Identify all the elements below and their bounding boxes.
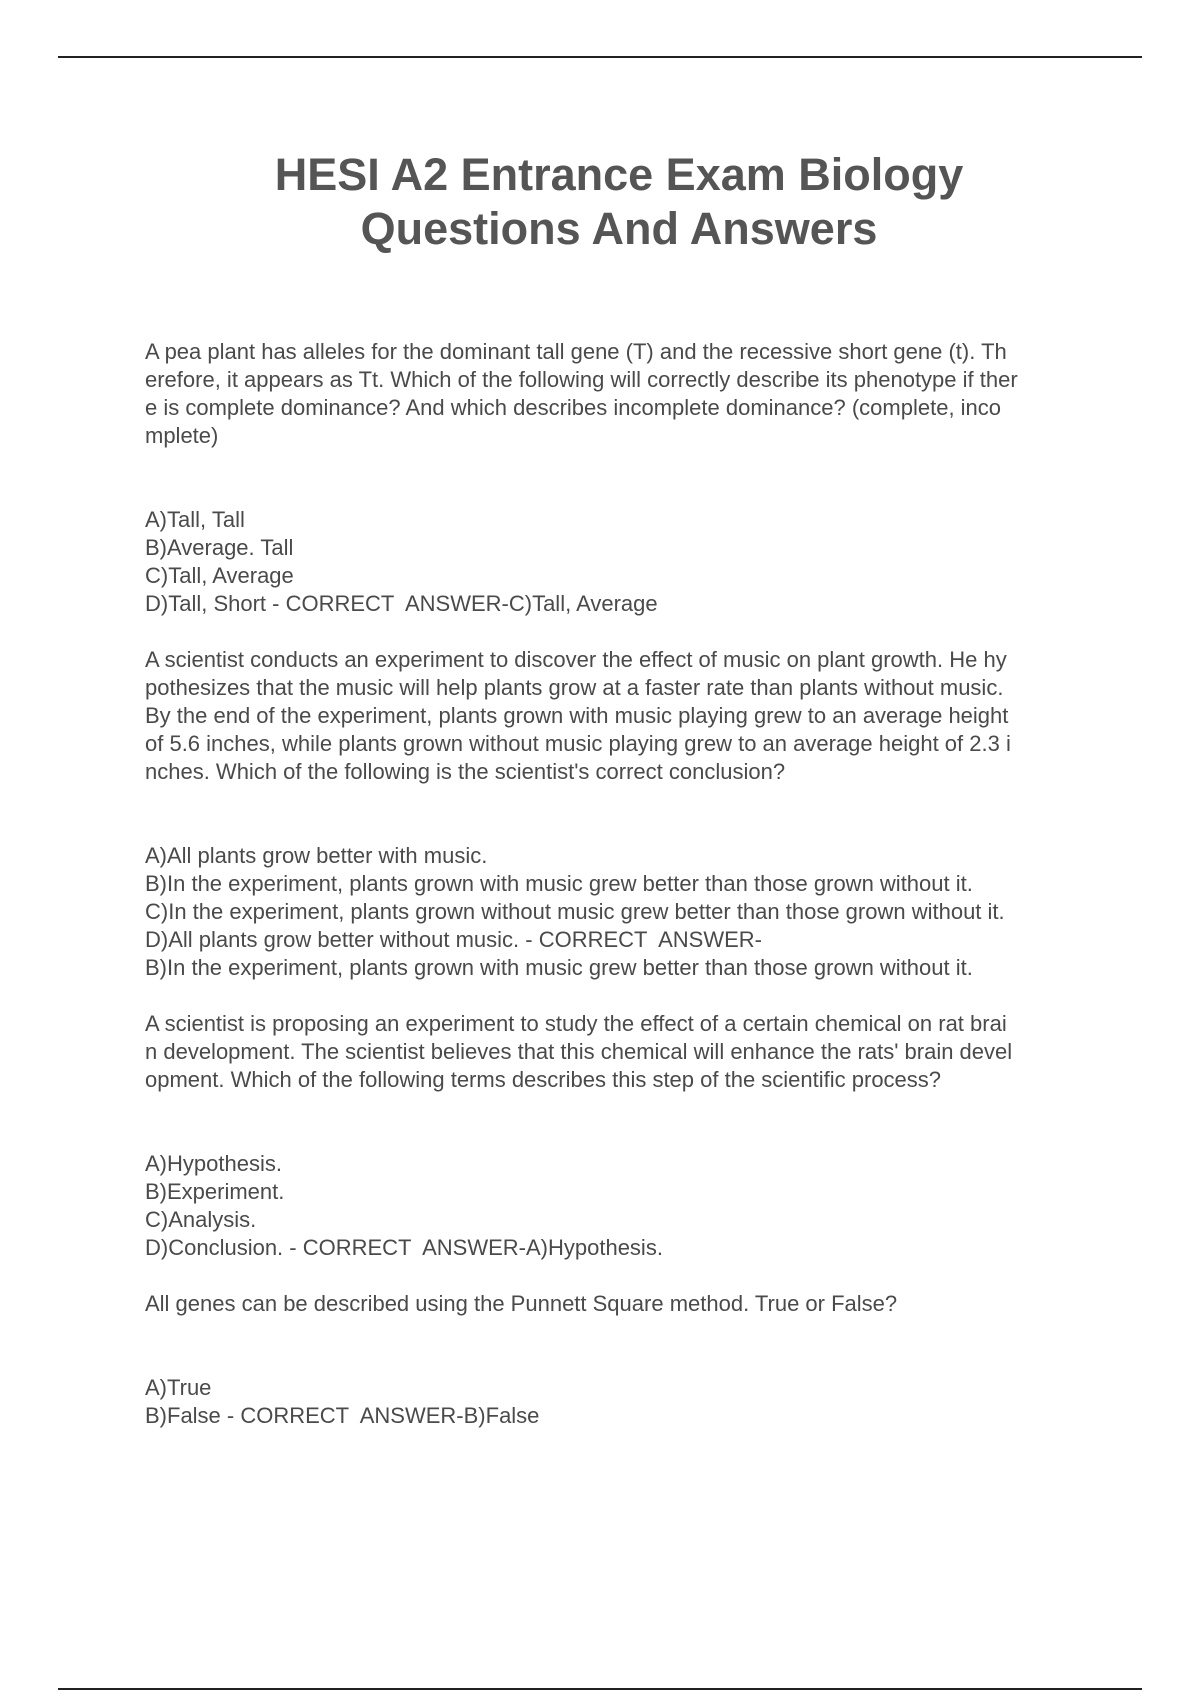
title-line: Questions And Answers <box>360 203 878 254</box>
question-line: All genes can be described using the Punnett Square method. True or False? <box>145 1291 898 1316</box>
option-line: C)In the experiment, plants grown without music grew better than those grown without it. <box>145 899 1005 924</box>
option-line: A)Hypothesis. <box>145 1151 282 1176</box>
question-block <box>145 1010 1105 1262</box>
question-line: of 5.6 inches, while plants grown without music playing grew to an average height of 2.3 i <box>145 731 1011 756</box>
answer-options <box>145 1150 1105 1262</box>
option-line: B)In the experiment, plants grown with music grew better than those grown without it. <box>145 871 973 896</box>
question-line: pothesizes that the music will help plants grow at a faster rate than plants without music. <box>145 675 1004 700</box>
question-block <box>145 1290 1105 1430</box>
option-line: B)False - CORRECT ANSWER-B)False <box>145 1403 540 1428</box>
question-line: nches. Which of the following is the scientist's correct conclusion? <box>145 759 786 784</box>
answer-options <box>145 842 1105 982</box>
option-line: B)In the experiment, plants grown with music grew better than those grown without it. <box>145 955 973 980</box>
option-line: A)All plants grow better with music. <box>145 843 488 868</box>
option-line: D)All plants grow better without music. - CORRECT ANSWER- <box>145 927 762 952</box>
question-line: e is complete dominance? And which describes incomplete dominance? (complete, inco <box>145 395 1002 420</box>
option-line: B)Experiment. <box>145 1179 285 1204</box>
option-line: C)Analysis. <box>145 1207 257 1232</box>
document-body <box>145 338 1105 1458</box>
option-line: C)Tall, Average <box>145 563 294 588</box>
question-text <box>145 646 1105 786</box>
option-line: A)True <box>145 1375 212 1400</box>
question-line: n development. The scientist believes that this chemical will enhance the rats' brain devel <box>145 1039 1013 1064</box>
question-line: A pea plant has alleles for the dominant tall gene (T) and the recessive short gene (t). Th <box>145 339 1007 364</box>
title-line: HESI A2 Entrance Exam Biology <box>274 149 964 200</box>
question-text <box>145 338 1105 450</box>
option-line: D)Conclusion. - CORRECT ANSWER-A)Hypothesis. <box>145 1235 663 1260</box>
answer-options <box>145 1374 1105 1430</box>
question-block <box>145 646 1105 982</box>
question-line: erefore, it appears as Tt. Which of the following will correctly describe its phenotype if ther <box>145 367 1018 392</box>
option-line: D)Tall, Short - CORRECT ANSWER-C)Tall, Average <box>145 591 658 616</box>
question-block <box>145 338 1105 618</box>
question-line: By the end of the experiment, plants grown with music playing grew to an average height <box>145 703 1009 728</box>
bottom-divider <box>58 1688 1142 1690</box>
question-line: mplete) <box>145 423 219 448</box>
option-line: A)Tall, Tall <box>145 507 245 532</box>
top-divider <box>58 56 1142 58</box>
question-line: A scientist is proposing an experiment to study the effect of a certain chemical on rat brai <box>145 1011 1007 1036</box>
question-line: opment. Which of the following terms describes this step of the scientific process? <box>145 1067 942 1092</box>
option-line: B)Average. Tall <box>145 535 294 560</box>
question-text <box>145 1290 1105 1318</box>
question-line: A scientist conducts an experiment to discover the effect of music on plant growth. He hy <box>145 647 1007 672</box>
answer-options <box>145 506 1105 618</box>
question-text <box>145 1010 1105 1094</box>
page-title <box>0 148 1200 256</box>
